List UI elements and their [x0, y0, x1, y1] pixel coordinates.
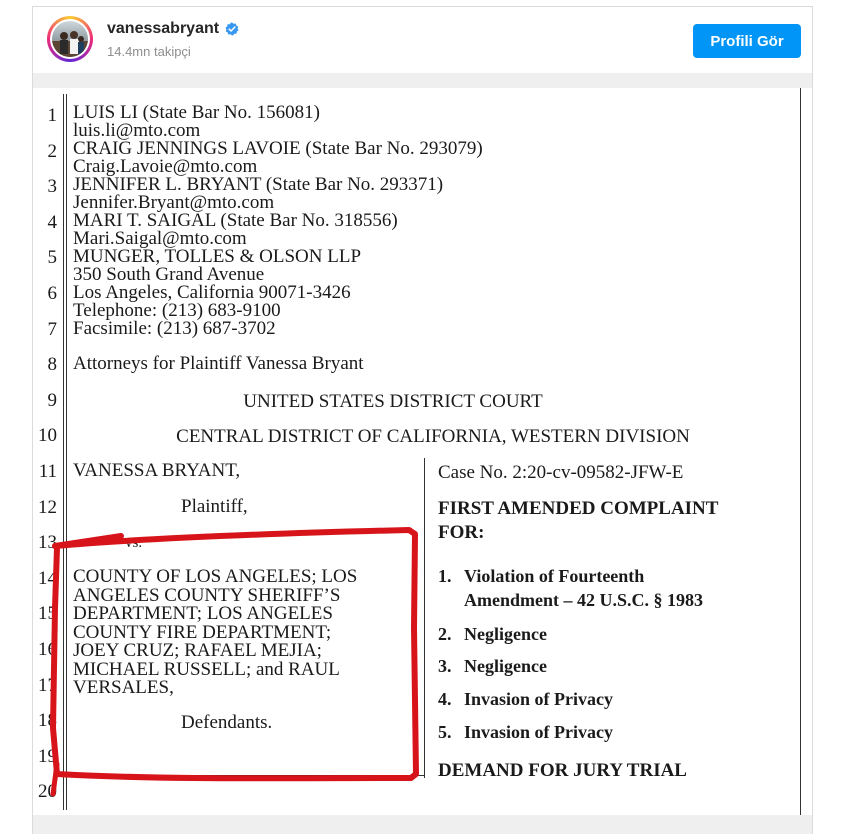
line-number: 1	[47, 105, 57, 126]
attorney-line: Facsimile: (213) 687-3702	[73, 318, 276, 339]
line-number: 2	[47, 140, 57, 162]
attorney-line: Los Angeles, California 90071-3426	[73, 282, 351, 303]
court-document-image	[33, 88, 812, 815]
media-bottom-band	[33, 815, 812, 834]
line-number: 15	[38, 603, 57, 625]
avatar-photo	[52, 21, 88, 57]
claim-text: Violation of Fourteenth	[464, 566, 645, 586]
complaint-title: FIRST AMENDED COMPLAINT	[438, 498, 719, 519]
view-profile-button[interactable]: Profili Gör	[693, 24, 801, 58]
attorney-line: JENNIFER L. BRYANT (State Bar No. 293371)	[73, 174, 444, 195]
claim-text: Invasion of Privacy	[464, 722, 614, 742]
line-number: 12	[38, 496, 57, 518]
avatar[interactable]	[47, 16, 93, 62]
line-number: 7	[47, 318, 57, 340]
username[interactable]	[107, 20, 239, 38]
attorney-line: CRAIG JENNINGS LAVOIE (State Bar No. 293079)	[73, 138, 483, 159]
defendant-line: COUNTY FIRE DEPARTMENT;	[73, 621, 332, 643]
defendant-line: COUNTY OF LOS ANGELES; LOS	[73, 566, 358, 587]
line-number: 5	[47, 247, 57, 269]
line-number: 17	[38, 674, 57, 696]
court-name: UNITED STATES DISTRICT COURT	[243, 391, 543, 412]
line-number: 9	[47, 389, 57, 411]
line-number: 10	[38, 425, 57, 447]
attorney-line: MARI T. SAIGAL (State Bar No. 318556)	[73, 210, 398, 231]
line-number: 18	[38, 710, 57, 732]
follower-count: 14.4mn takipçi	[107, 44, 191, 59]
attorney-line: Jennifer.Bryant@mto.com	[73, 192, 275, 213]
line-number: 11	[38, 461, 57, 482]
claim-number: 3.	[438, 656, 452, 676]
claim-text: Invasion of Privacy	[464, 689, 614, 709]
jury-demand: DEMAND FOR JURY TRIAL	[438, 760, 687, 781]
line-number: 6	[47, 283, 57, 304]
defendant-line: ANGELES COUNTY SHERIFF’S	[73, 584, 341, 606]
verified-badge-icon	[225, 22, 239, 36]
line-number: 3	[47, 176, 57, 198]
attorney-line: MUNGER, TOLLES & OLSON LLP	[73, 246, 362, 267]
claim-number: 2.	[438, 624, 452, 644]
plaintiff-name: VANESSA BRYANT,	[73, 460, 241, 481]
line-number: 4	[47, 211, 57, 233]
red-annotation-box	[33, 88, 813, 815]
attorney-line: Telephone: (213) 683-9100	[73, 300, 281, 321]
claim-number: 1.	[438, 566, 452, 586]
attorneys-for: Attorneys for Plaintiff Vanessa Bryant	[73, 353, 364, 374]
claim-text: Negligence	[464, 656, 547, 676]
versus: vs.	[125, 535, 143, 551]
claim-text-continued: Amendment – 42 U.S.C. § 1983	[464, 590, 704, 610]
attorney-line: luis.li@mto.com	[73, 120, 201, 141]
defendant-line: JOEY CRUZ; RAFAEL MEJIA;	[73, 640, 322, 661]
claim-text: Negligence	[464, 624, 547, 644]
post-header	[33, 7, 812, 73]
attorney-line: LUIS LI (State Bar No. 156081)	[73, 102, 320, 123]
username-text[interactable]: vanessabryant	[107, 20, 220, 37]
media-top-band	[33, 73, 812, 88]
district-name: CENTRAL DISTRICT OF CALIFORNIA, WESTERN DIVISION	[176, 426, 690, 447]
defendant-role: Defendants.	[181, 712, 273, 733]
line-number: 20	[38, 781, 57, 803]
line-number: 14	[38, 567, 57, 589]
attorney-line: Mari.Saigal@mto.com	[73, 228, 247, 249]
attorney-line: Craig.Lavoie@mto.com	[73, 156, 258, 177]
instagram-embed-card	[32, 6, 813, 834]
defendant-line: VERSALES,	[73, 677, 174, 698]
defendant-line: DEPARTMENT; LOS ANGELES	[73, 603, 333, 624]
plaintiff-role: Plaintiff,	[181, 496, 248, 517]
line-number: 16	[38, 639, 57, 660]
defendant-line: MICHAEL RUSSELL; and RAUL	[73, 658, 340, 680]
complaint-title-for: FOR:	[438, 522, 485, 543]
claim-number: 5.	[438, 722, 452, 742]
claim-number: 4.	[438, 689, 452, 709]
attorney-line: 350 South Grand Avenue	[73, 264, 265, 285]
case-number: Case No. 2:20-cv-09582-JFW-E	[438, 462, 684, 483]
line-number: 19	[38, 745, 57, 767]
line-number: 13	[38, 532, 57, 554]
line-number: 8	[47, 354, 57, 376]
